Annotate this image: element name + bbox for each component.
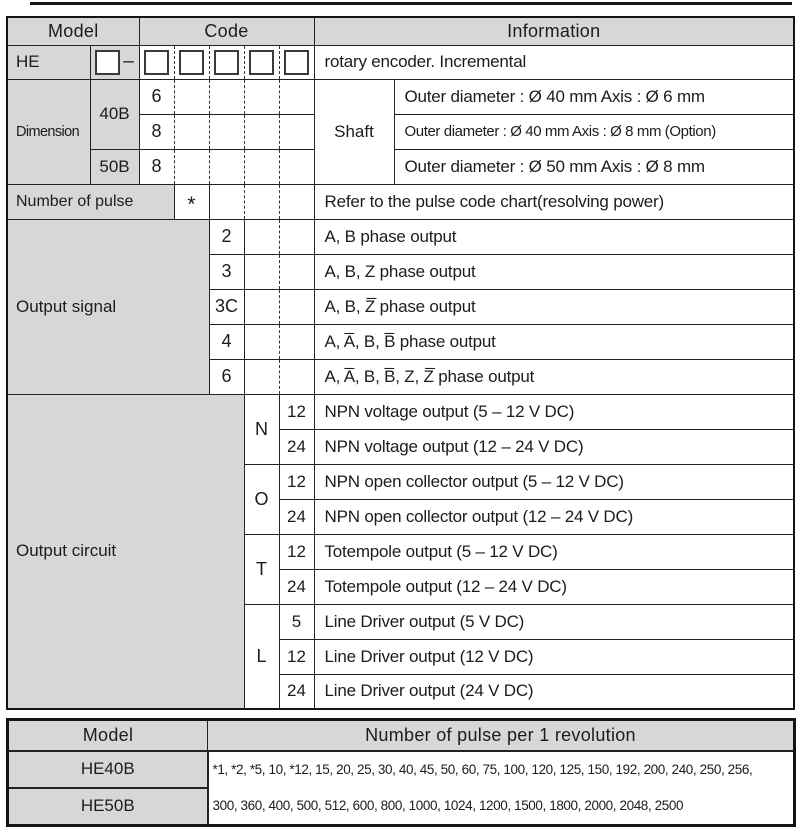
empty-cell	[279, 359, 314, 394]
empty-cell	[209, 79, 244, 114]
dim-info-1: Outer diameter : Ø 40 mm Axis : Ø 6 mm	[394, 79, 794, 114]
model-he40b: HE40B	[8, 751, 208, 788]
empty-cell	[279, 219, 314, 254]
circuit-info: NPN open collector output (12 – 24 V DC)	[314, 499, 794, 534]
circuit-info: Line Driver output (5 V DC)	[314, 604, 794, 639]
circuit-info: Totempole output (5 – 12 V DC)	[314, 534, 794, 569]
shaft-label: Shaft	[314, 79, 394, 184]
size-50b: 50B	[90, 149, 139, 184]
circuit-code: 5	[279, 604, 314, 639]
page-top-rule	[30, 2, 792, 5]
empty-cell	[279, 79, 314, 114]
pulse-values-cell	[208, 751, 795, 826]
signal-code-5: 6	[209, 359, 244, 394]
pulse-row	[7, 184, 794, 219]
empty-cell	[244, 359, 279, 394]
signal-info-3: A, B, Z̅ phase output	[314, 289, 794, 324]
dimension-row-3	[7, 149, 794, 184]
code-box-4	[249, 50, 274, 75]
empty-cell	[244, 114, 279, 149]
circuit-row-n12	[7, 394, 794, 429]
signal-code-4: 4	[209, 324, 244, 359]
pulse-info: Refer to the pulse code chart(resolving power)	[314, 184, 794, 219]
he-label: HE	[7, 45, 90, 79]
pulse-values-line-1: *1, *2, *5, 10, *12, 15, 20, 25, 30, 40, 45, 50, 60, 75, 100, 120, 125, 150, 192, 200, 240, 250, 256,	[212, 761, 753, 777]
dim-code-2: 8	[139, 114, 174, 149]
empty-cell	[279, 324, 314, 359]
empty-cell	[279, 254, 314, 289]
empty-cell	[209, 114, 244, 149]
circuit-code: 24	[279, 499, 314, 534]
he-row	[7, 45, 794, 79]
he-info: rotary encoder. Incremental	[314, 45, 794, 79]
pulse-code	[174, 184, 209, 219]
circuit-info: Line Driver output (24 V DC)	[314, 674, 794, 709]
circuit-info: NPN open collector output (5 – 12 V DC)	[314, 464, 794, 499]
signal-info-4: A, A̅, B, B̅ phase output	[314, 324, 794, 359]
empty-cell	[244, 184, 279, 219]
pulse-per-revolution-table	[6, 718, 796, 827]
header-information: Information	[314, 17, 794, 45]
output-circuit-label: Output circuit	[7, 394, 244, 709]
empty-cell	[244, 324, 279, 359]
code-box-5	[284, 50, 309, 75]
circuit-info: NPN voltage output (12 – 24 V DC)	[314, 429, 794, 464]
code-box-1	[144, 50, 169, 75]
signal-row-1	[7, 219, 794, 254]
circuit-code: 12	[279, 639, 314, 674]
code-box-cell	[139, 45, 174, 79]
code-box-3	[214, 50, 239, 75]
empty-cell	[279, 149, 314, 184]
circuit-info: Line Driver output (12 V DC)	[314, 639, 794, 674]
dim-info-2: Outer diameter : Ø 40 mm Axis : Ø 8 mm (Option)	[394, 114, 794, 149]
empty-cell	[244, 219, 279, 254]
circuit-code: 24	[279, 569, 314, 604]
code-box-cell	[244, 45, 279, 79]
empty-cell	[244, 79, 279, 114]
empty-cell	[279, 289, 314, 324]
size-40b: 40B	[90, 79, 139, 149]
empty-cell	[279, 114, 314, 149]
circuit-code: 12	[279, 464, 314, 499]
pulse-table-header-row	[8, 720, 795, 751]
circuit-letter-l: L	[244, 604, 279, 709]
dim-code-3: 8	[139, 149, 174, 184]
dim-code-1: 6	[139, 79, 174, 114]
pulse-label: Number of pulse	[7, 184, 174, 219]
empty-cell	[244, 254, 279, 289]
circuit-info: NPN voltage output (5 – 12 V DC)	[314, 394, 794, 429]
empty-cell	[209, 149, 244, 184]
empty-cell	[174, 149, 209, 184]
circuit-code: 24	[279, 674, 314, 709]
empty-cell	[174, 114, 209, 149]
circuit-letter-o: O	[244, 464, 279, 534]
output-signal-label: Output signal	[7, 219, 209, 394]
empty-cell	[209, 184, 244, 219]
empty-cell	[174, 79, 209, 114]
code-box-cell	[174, 45, 209, 79]
code-box-cell	[209, 45, 244, 79]
code-box-2	[179, 50, 204, 75]
header-row	[7, 17, 794, 45]
dimension-label: Dimension	[7, 79, 90, 184]
pulse-table-row-he40b	[8, 751, 795, 788]
dim-info-3: Outer diameter : Ø 50 mm Axis : Ø 8 mm	[394, 149, 794, 184]
empty-cell	[279, 184, 314, 219]
header-code: Code	[139, 17, 314, 45]
circuit-code: 12	[279, 394, 314, 429]
circuit-code: 12	[279, 534, 314, 569]
circuit-letter-n: N	[244, 394, 279, 464]
dimension-row-1	[7, 79, 794, 114]
signal-info-5: A, A̅, B, B̅, Z, Z̅ phase output	[314, 359, 794, 394]
signal-code-3: 3C	[209, 289, 244, 324]
signal-code-2: 3	[209, 254, 244, 289]
circuit-info: Totempole output (12 – 24 V DC)	[314, 569, 794, 604]
asterisk-glyph: *	[187, 193, 196, 216]
circuit-letter-t: T	[244, 534, 279, 604]
signal-info-1: A, B phase output	[314, 219, 794, 254]
pulse-values-line-2: 300, 360, 400, 500, 512, 600, 800, 1000, 1024, 1200, 1500, 1800, 2000, 2048, 2500	[212, 797, 684, 813]
code-box-body	[95, 50, 120, 75]
signal-info-2: A, B, Z phase output	[314, 254, 794, 289]
model-code-table	[6, 16, 795, 710]
signal-code-1: 2	[209, 219, 244, 254]
empty-cell	[244, 149, 279, 184]
code-box-cell	[279, 45, 314, 79]
empty-cell	[244, 289, 279, 324]
he-dash-cell	[90, 45, 139, 79]
pulse-table-header-model: Model	[8, 720, 208, 751]
circuit-code: 24	[279, 429, 314, 464]
dash-glyph: –	[123, 51, 134, 72]
pulse-table-header-values: Number of pulse per 1 revolution	[208, 720, 795, 751]
header-model: Model	[7, 17, 139, 45]
model-he50b: HE50B	[8, 788, 208, 825]
